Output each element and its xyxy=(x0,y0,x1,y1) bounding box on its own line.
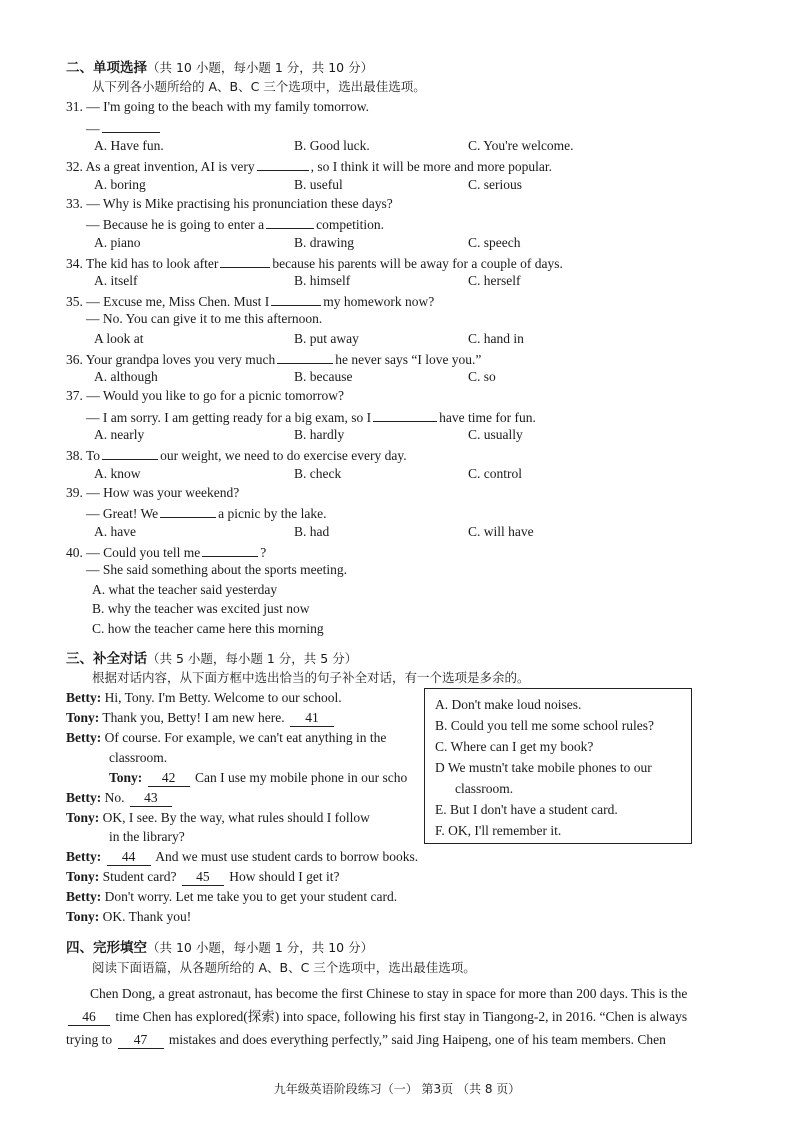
option-a: A. itself xyxy=(94,273,138,288)
dialogue-line: Betty: 44 And we must use student cards to borrow books. xyxy=(66,849,419,864)
section-4-heading xyxy=(66,940,373,956)
answer-blank-44: 44 xyxy=(107,849,151,866)
question-39-reply: — Great! We a picnic by the lake. xyxy=(86,506,327,521)
answer-blank-46: 46 xyxy=(68,1009,110,1026)
answer-blank-43: 43 xyxy=(130,790,172,807)
passage-line: trying to 47 mistakes and does everything perfectly,” said Jing Haipeng, one of his team members. Chen xyxy=(66,1032,666,1047)
passage-line: 46 time Chen has explored(探索) into space, following his first stay in Tiangong-2, in 2016. “Chen is always xyxy=(66,1009,687,1026)
option-c: C. so xyxy=(468,369,496,384)
option-c: C. hand in xyxy=(468,331,524,346)
dialogue-line: Betty: Don't worry. Let me take you to get your student card. xyxy=(66,889,398,904)
option-a: A. Have fun. xyxy=(94,138,164,153)
dialogue-line: Betty: No. 43 xyxy=(66,790,174,807)
options-box xyxy=(424,688,692,844)
question-36: 36. Your grandpa loves you very much he never says “I love you.” xyxy=(66,352,482,367)
box-option-f: F. OK, I'll remember it. xyxy=(435,823,562,838)
dialogue-line: in the library? xyxy=(109,829,185,844)
question-35-reply: — No. You can give it to me this afternoon. xyxy=(86,311,323,326)
box-option-e: E. But I don't have a student card. xyxy=(435,802,618,817)
answer-blank-42: 42 xyxy=(148,770,190,787)
section-instruction: 从下列各小题所给的 A、B、C 三个选项中，选出最佳选项。 xyxy=(92,79,426,94)
box-option-b: B. Could you tell me some school rules? xyxy=(435,718,654,733)
box-option-c: C. Where can I get my book? xyxy=(435,739,594,754)
question-33: 33. — Why is Mike practising his pronunciation these days? xyxy=(66,196,393,211)
option-b: B. why the teacher was excited just now xyxy=(92,601,310,616)
question-35: 35. — Excuse me, Miss Chen. Must I my homework now? xyxy=(66,294,435,309)
option-b: B. himself xyxy=(294,273,351,288)
dialogue-line: Betty: Hi, Tony. I'm Betty. Welcome to our school. xyxy=(66,690,342,705)
option-c: C. control xyxy=(468,466,522,481)
answer-blank-41: 41 xyxy=(290,710,334,727)
answer-line: — xyxy=(86,119,162,137)
option-c: C. herself xyxy=(468,273,521,288)
section-instruction: 阅读下面语篇，从各题所给的 A、B、C 三个选项中，选出最佳选项。 xyxy=(92,960,476,975)
dialogue-line: Tony: 42 Can I use my mobile phone in our scho xyxy=(109,770,408,785)
section-note: （共 10 小题，每小题 1 分，共 10 分） xyxy=(147,60,374,75)
question-37: 37. — Would you like to go for a picnic tomorrow? xyxy=(66,388,344,403)
section-note: （共 5 小题，每小题 1 分，共 5 分） xyxy=(147,651,358,666)
section-note: （共 10 小题，每小题 1 分，共 10 分） xyxy=(147,940,374,955)
answer-blank-47: 47 xyxy=(118,1032,164,1049)
option-b: B. put away xyxy=(294,331,359,346)
option-b: B. Good luck. xyxy=(294,138,370,153)
dialogue-line: Tony: Student card? 45 How should I get it? xyxy=(66,869,340,884)
option-a: A look at xyxy=(94,331,144,346)
option-c: C. serious xyxy=(468,177,522,192)
box-option-d-cont: classroom. xyxy=(455,781,514,796)
option-a: A. have xyxy=(94,524,136,539)
answer-blank-45: 45 xyxy=(182,869,224,886)
section-instruction: 根据对话内容，从下面方框中选出恰当的句子补全对话，有一个选项是多余的。 xyxy=(92,670,530,685)
option-b: B. check xyxy=(294,466,342,481)
box-option-d: D We mustn't take mobile phones to our xyxy=(435,760,652,775)
dialogue-line: Tony: Thank you, Betty! I am new here. 41 xyxy=(66,710,336,727)
page-footer: 九年级英语阶段练习（一） 第3页 （共 8 页） xyxy=(273,1082,521,1096)
question-38: 38. To our weight, we need to do exercise every day. xyxy=(66,448,407,463)
option-a: A. nearly xyxy=(94,427,145,442)
option-b: B. had xyxy=(294,524,330,539)
question-32: 32. As a great invention, AI is very , so I think it will be more and more popular. xyxy=(66,159,553,174)
question-37-reply: — I am sorry. I am getting ready for a big exam, so I have time for fun. xyxy=(86,410,536,425)
option-a: A. know xyxy=(94,466,141,481)
question-31: 31. — I'm going to the beach with my family tomorrow. xyxy=(66,99,370,114)
option-c: C. will have xyxy=(468,524,534,539)
passage-line: Chen Dong, a great astronaut, has become the first Chinese to stay in space for more than 200 days. This is the xyxy=(90,986,688,1001)
option-b: B. useful xyxy=(294,177,343,192)
question-34: 34. The kid has to look after because his parents will be away for a couple of days. xyxy=(66,256,563,271)
option-a: A. although xyxy=(94,369,158,384)
section-2-heading xyxy=(66,60,373,76)
question-33-answer: — Because he is going to enter a competition. xyxy=(86,217,384,232)
option-a: A. what the teacher said yesterday xyxy=(92,582,278,597)
option-c: C. You're welcome. xyxy=(468,138,574,153)
question-40-reply: — She said something about the sports meeting. xyxy=(86,562,347,577)
option-b: B. drawing xyxy=(294,235,354,250)
option-c: C. how the teacher came here this morning xyxy=(92,621,324,636)
option-a: A. boring xyxy=(94,177,146,192)
option-a: A. piano xyxy=(94,235,141,250)
section-title: 四、完形填空 xyxy=(66,940,147,956)
dialogue-line: Betty: Of course. For example, we can't eat anything in the xyxy=(66,730,387,745)
option-c: C. speech xyxy=(468,235,521,250)
question-40: 40. — Could you tell me ? xyxy=(66,545,267,560)
question-39: 39. — How was your weekend? xyxy=(66,485,240,500)
option-b: B. because xyxy=(294,369,353,384)
option-c: C. usually xyxy=(468,427,523,442)
dialogue-line: Tony: OK. Thank you! xyxy=(66,909,192,924)
section-title: 三、补全对话 xyxy=(66,651,147,667)
box-option-a: A. Don't make loud noises. xyxy=(435,697,582,712)
section-3-heading xyxy=(66,651,357,667)
option-b: B. hardly xyxy=(294,427,345,442)
section-title: 二、单项选择 xyxy=(66,60,147,76)
dialogue-line: Tony: OK, I see. By the way, what rules should I follow xyxy=(66,810,370,825)
dialogue-line: classroom. xyxy=(109,750,168,765)
